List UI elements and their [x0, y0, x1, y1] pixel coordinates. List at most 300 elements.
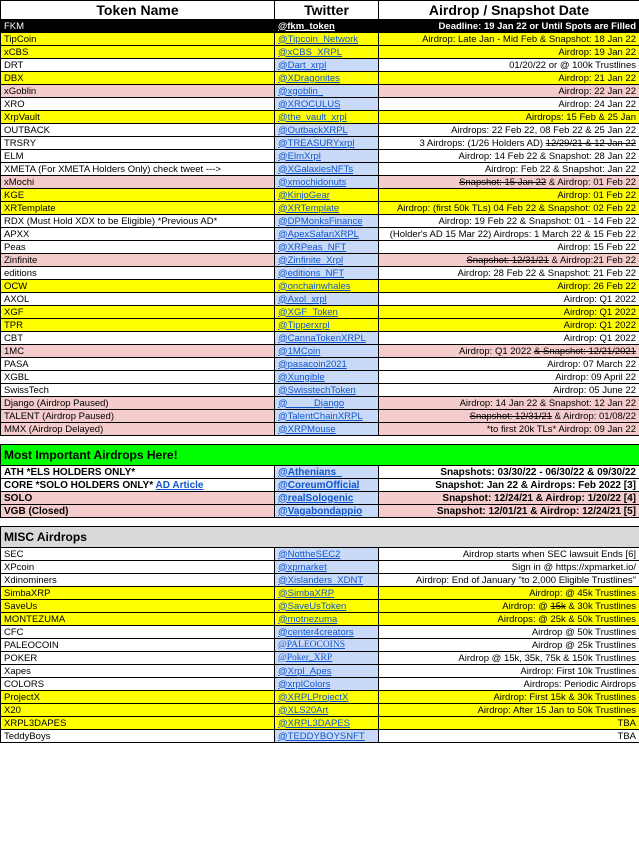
airdrop-date-cell: [379, 423, 639, 436]
twitter-handle-link[interactable]: @SimbaXRP: [275, 587, 379, 600]
twitter-handle-link[interactable]: @xgoblin_: [275, 85, 379, 98]
airdrop-date-cell: [379, 613, 639, 626]
table-row: [1, 163, 639, 176]
struck-date-text: Snapshot: 12/31/21: [466, 254, 549, 266]
airdrop-text: XRTemplate: [4, 202, 56, 214]
airdrop-text: TPR: [4, 319, 23, 331]
twitter-handle-link[interactable]: @Tipperxrpl: [275, 319, 379, 332]
token-name-cell: [1, 267, 275, 280]
table-row: [1, 358, 639, 371]
airdrop-text: XRPL3DAPES: [4, 717, 67, 729]
airdrop-text: Deadline: 19 Jan 22 or Until Spots are Filled: [438, 20, 636, 32]
twitter-handle-link[interactable]: @XRPLProjectX: [275, 691, 379, 704]
twitter-handle-link[interactable]: @XGF_Token: [275, 306, 379, 319]
twitter-handle-link[interactable]: @fkm_token: [275, 20, 379, 33]
table-row: [1, 678, 639, 691]
airdrop-text: Airdrop: 24 Jan 22: [558, 98, 636, 110]
twitter-handle-link[interactable]: @Dart_xrpl: [275, 59, 379, 72]
twitter-handle-link[interactable]: @Xislanders_XDNT: [275, 574, 379, 587]
airdrop-date-cell: [379, 332, 639, 345]
airdrop-date-cell: [379, 665, 639, 678]
table-row: [1, 85, 639, 98]
token-name-cell: [1, 704, 275, 717]
misc-airdrop-list: [1, 548, 639, 743]
table-row: [1, 124, 639, 137]
airdrop-text: FKM: [4, 20, 25, 32]
airdrop-text: XGBL: [4, 371, 30, 383]
twitter-handle-link[interactable]: @_____Django: [275, 397, 379, 410]
token-name-cell: [1, 215, 275, 228]
airdrop-text: Airdrop: 05 June 22: [553, 384, 636, 396]
airdrop-text: Airdrop: 07 March 22: [547, 358, 636, 370]
airdrop-date-cell: [379, 124, 639, 137]
twitter-handle-link[interactable]: @XROCULUS: [275, 98, 379, 111]
airdrop-date-cell: [379, 137, 639, 150]
section-gap: [1, 436, 639, 445]
airdrop-text: Airdrop: First 15k & 30k Trustlines: [493, 691, 636, 703]
airdrop-text: Airdrop: 09 April 22: [555, 371, 636, 383]
airdrop-date-cell: [379, 479, 639, 492]
airdrop-date-cell: [379, 280, 639, 293]
airdrop-text: Airdrop: 21 Jan 22: [558, 72, 636, 84]
token-name-cell: [1, 150, 275, 163]
table-row: [1, 293, 639, 306]
airdrop-date-cell: [379, 678, 639, 691]
twitter-handle-link[interactable]: @XRPL3DAPES: [275, 717, 379, 730]
twitter-handle-link[interactable]: @Xrpl_Apes: [275, 665, 379, 678]
airdrop-text: Airdrop: Late Jan - Mid Feb & Snapshot: 18 Jan 22: [422, 33, 636, 45]
header-twitter: Twitter: [275, 1, 379, 20]
table-row: [1, 730, 639, 743]
airdrop-date-cell: [379, 33, 639, 46]
token-name-cell: [1, 561, 275, 574]
twitter-handle-link[interactable]: @XRPeas_NFT: [275, 241, 379, 254]
twitter-handle-link[interactable]: @motnezuma: [275, 613, 379, 626]
airdrop-text: Airdrop: Q1 2022: [563, 306, 636, 318]
airdrop-text: Airdrop: First 10k Trustlines: [520, 665, 636, 677]
token-name-cell: [1, 345, 275, 358]
airdrop-date-cell: [379, 46, 639, 59]
misc-section-header: [1, 527, 639, 548]
airdrop-text: TRSRY: [4, 137, 37, 149]
twitter-handle-link[interactable]: @XRTemplate: [275, 202, 379, 215]
token-name-cell: [1, 280, 275, 293]
twitter-handle-link[interactable]: @onchainwhales: [275, 280, 379, 293]
token-name-cell: [1, 665, 275, 678]
token-name-cell: [1, 600, 275, 613]
airdrop-date-cell: [379, 691, 639, 704]
airdrop-date-cell: [379, 241, 639, 254]
table-row: [1, 505, 639, 518]
airdrop-text: & Airdrop: 01 Feb 22: [546, 176, 636, 188]
airdrop-text: TBA: [617, 717, 636, 729]
airdrop-text: AXOL: [4, 293, 30, 305]
airdrop-date-cell: [379, 397, 639, 410]
table-row: [1, 466, 639, 479]
table-header-row: [1, 1, 639, 20]
twitter-handle-link[interactable]: @KinjoGear: [275, 189, 379, 202]
table-row: [1, 176, 639, 189]
table-row: [1, 280, 639, 293]
token-name-cell: [1, 639, 275, 652]
table-row: [1, 626, 639, 639]
twitter-handle-link[interactable]: @editions_NFT: [275, 267, 379, 280]
token-name-cell: [1, 548, 275, 561]
struck-date-text: Snapshot: 15 Jan 22: [459, 176, 547, 188]
airdrop-text: xGoblin: [4, 85, 37, 97]
airdrop-text: & Airdrop: 01/08/22: [552, 410, 636, 422]
twitter-handle-link[interactable]: @Poker_XRP: [275, 652, 379, 665]
airdrop-text: DBX: [4, 72, 24, 84]
token-name-cell: [1, 358, 275, 371]
token-name-cell: [1, 587, 275, 600]
table-row: [1, 202, 639, 215]
table-row: [1, 665, 639, 678]
table-row: [1, 46, 639, 59]
airdrop-text: (Holder's AD 15 Mar 22) Airdrops: 1 March 22 & 15 Feb 22: [389, 228, 636, 240]
twitter-handle-link[interactable]: @ElmXrpl: [275, 150, 379, 163]
twitter-handle-link[interactable]: @OutbackXRPL: [275, 124, 379, 137]
twitter-handle-link[interactable]: @ApexSafariXRPL: [275, 228, 379, 241]
important-airdrop-list: [1, 466, 639, 518]
airdrop-text: Airdrop: 14 Feb 22 & Snapshot: 28 Jan 22: [458, 150, 636, 162]
airdrop-text: & 30k Trustlines: [565, 600, 636, 612]
airdrop-date-cell: [379, 717, 639, 730]
table-row: [1, 587, 639, 600]
table-row: [1, 410, 639, 423]
table-row: [1, 384, 639, 397]
airdrop-date-cell: [379, 587, 639, 600]
table-row: [1, 704, 639, 717]
token-name-cell: [1, 85, 275, 98]
airdrop-date-cell: [379, 345, 639, 358]
main-airdrop-list: [1, 20, 639, 436]
token-name-cell: [1, 20, 275, 33]
struck-date-text: & Snapshot: 12/21/2021: [534, 345, 636, 357]
airdrop-text: Airdrop: @: [502, 600, 551, 612]
token-name-cell: [1, 505, 275, 518]
token-name-cell: [1, 479, 275, 492]
airdrop-text: VGB (Closed): [4, 505, 69, 517]
token-name-cell: [1, 626, 275, 639]
token-name-cell: [1, 189, 275, 202]
airdrop-text: TALENT (Airdrop Paused): [4, 410, 114, 422]
twitter-handle-link[interactable]: @Athenians_: [275, 466, 379, 479]
twitter-handle-link[interactable]: @realSologenic: [275, 492, 379, 505]
airdrop-text: MONTEZUMA: [4, 613, 66, 625]
table-row: [1, 717, 639, 730]
airdrop-text: Airdrop starts when SEC lawsuit Ends [6]: [462, 548, 636, 560]
airdrop-date-cell: [379, 150, 639, 163]
misc-section-title: MISC Airdrops: [1, 527, 639, 548]
airdrop-text: Airdrops: 15 Feb & 25 Jan: [525, 111, 636, 123]
airdrop-date-cell: [379, 111, 639, 124]
table-row: [1, 371, 639, 384]
header-airdrop-date: Airdrop / Snapshot Date: [379, 1, 639, 20]
table-row: [1, 20, 639, 33]
twitter-handle-link[interactable]: @XDragonites: [275, 72, 379, 85]
token-name-cell: [1, 163, 275, 176]
airdrop-date-cell: [379, 561, 639, 574]
table-row: [1, 267, 639, 280]
token-name-cell: [1, 137, 275, 150]
table-row: [1, 561, 639, 574]
airdrop-text: Xdinominers: [4, 574, 57, 586]
table-row: [1, 228, 639, 241]
airdrop-text: 3 Airdrops: (1/26 Holders AD): [419, 137, 546, 149]
airdrop-date-cell: [379, 293, 639, 306]
airdrop-text: Airdrop @ 50k Trustlines: [531, 626, 636, 638]
twitter-handle-link[interactable]: @1MCoin: [275, 345, 379, 358]
table-row: [1, 600, 639, 613]
twitter-handle-link[interactable]: @SwisstechToken: [275, 384, 379, 397]
token-name-cell: [1, 228, 275, 241]
airdrop-date-cell: [379, 254, 639, 267]
token-name-cell: [1, 33, 275, 46]
twitter-handle-link[interactable]: @Axol_xrpl: [275, 293, 379, 306]
airdrop-text: Django (Airdrop Paused): [4, 397, 109, 409]
airdrop-date-cell: [379, 306, 639, 319]
airdrop-text: Airdrop: Feb 22 & Snapshot: Jan 22: [484, 163, 636, 175]
airdrop-text: KGE: [4, 189, 25, 201]
twitter-handle-link[interactable]: @Xungible: [275, 371, 379, 384]
token-name-cell: [1, 652, 275, 665]
table-row: [1, 72, 639, 85]
airdrop-text: Xapes: [4, 665, 31, 677]
table-row: [1, 33, 639, 46]
token-name-cell: [1, 111, 275, 124]
airdrop-text: SOLO: [4, 492, 33, 504]
airdrop-text: SEC: [4, 548, 24, 560]
airdrop-text: TipCoin: [4, 33, 37, 45]
token-name-cell: [1, 176, 275, 189]
table-row: [1, 241, 639, 254]
token-name-cell: [1, 492, 275, 505]
airdrop-text: xMochi: [4, 176, 35, 188]
airdrop-date-cell: [379, 548, 639, 561]
airdrop-text: Airdrop: 19 Feb 22 & Snapshot: 01 - 14 Feb 22: [438, 215, 636, 227]
token-name-cell: [1, 254, 275, 267]
table-row: [1, 189, 639, 202]
airdrop-text: Snapshot: Jan 22 & Airdrops: Feb 2022 [3]: [435, 479, 636, 491]
token-name-cell: [1, 293, 275, 306]
token-name-cell: [1, 466, 275, 479]
airdrop-date-cell: [379, 639, 639, 652]
airdrop-text: 1MC: [4, 345, 25, 357]
airdrop-date-cell: [379, 267, 639, 280]
table-row: [1, 479, 639, 492]
twitter-handle-link[interactable]: @center4creators: [275, 626, 379, 639]
table-row: [1, 613, 639, 626]
table-row: [1, 423, 639, 436]
airdrop-text: DRT: [4, 59, 24, 71]
twitter-handle-link[interactable]: @xCBS_XRPL: [275, 46, 379, 59]
article-link[interactable]: AD Article: [155, 479, 204, 491]
airdrop-text: XrpVault: [4, 111, 40, 123]
airdrop-date-cell: [379, 98, 639, 111]
twitter-handle-link[interactable]: @CannaTokenXRPL: [275, 332, 379, 345]
airdrop-text: 01/20/22 or @ 100k Trustlines: [509, 59, 636, 71]
token-name-cell: [1, 397, 275, 410]
airdrop-text: SwissTech: [4, 384, 49, 396]
airdrop-text: CFC: [4, 626, 24, 638]
airdrop-text: *to first 20k TLs* Airdrop: 09 Jan 22: [486, 423, 636, 435]
table-row: [1, 150, 639, 163]
airdrop-text: Airdrops: @ 25k & 50k Trustlines: [497, 613, 636, 625]
airdrop-date-cell: [379, 215, 639, 228]
table-row: [1, 98, 639, 111]
twitter-handle-link[interactable]: @TEDDYBOYSNFT: [275, 730, 379, 743]
airdrop-date-cell: [379, 20, 639, 33]
airdrop-date-cell: [379, 600, 639, 613]
airdrop-text: PASA: [4, 358, 29, 370]
airdrop-text: Airdrop: 14 Jan 22 & Snapshot: 12 Jan 22: [459, 397, 636, 409]
token-name-cell: [1, 678, 275, 691]
airdrop-text: editions: [4, 267, 37, 279]
airdrop-date-cell: [379, 228, 639, 241]
airdrop-date-cell: [379, 704, 639, 717]
airdrop-text: & Airdrop:21 Feb 22: [548, 254, 636, 266]
twitter-handle-link[interactable]: @the_vault_xrpl: [275, 111, 379, 124]
twitter-handle-link[interactable]: @SaveUsToken: [275, 600, 379, 613]
airdrop-text: RDX (Must Hold XDX to be Eligible) *Previous AD*: [4, 215, 218, 227]
airdrop-text[interactable]: Sign in @ https://xpmarket.io/: [511, 561, 636, 573]
table-row: [1, 332, 639, 345]
important-section-header: [1, 445, 639, 466]
airdrop-date-cell: [379, 319, 639, 332]
airdrop-date-cell: [379, 202, 639, 215]
token-name-cell: [1, 306, 275, 319]
twitter-handle-link[interactable]: @XGalaxiesNFTs: [275, 163, 379, 176]
token-name-cell: [1, 717, 275, 730]
airdrop-text: Airdrop: 01 Feb 22: [557, 189, 636, 201]
twitter-handle-link[interactable]: @TalentChainXRPL: [275, 410, 379, 423]
token-name-cell: [1, 574, 275, 587]
airdrop-text: CORE *SOLO HOLDERS ONLY*: [4, 479, 156, 491]
twitter-handle-link[interactable]: @PALEOCOINS: [275, 639, 379, 652]
table-row: [1, 137, 639, 150]
token-name-cell: [1, 730, 275, 743]
token-name-cell: [1, 613, 275, 626]
important-section-title: Most Important Airdrops Here!: [1, 445, 639, 466]
airdrop-text: COLORS: [4, 678, 45, 690]
airdrop-text: TBA: [617, 730, 636, 742]
token-name-cell: [1, 410, 275, 423]
airdrop-text: ELM: [4, 150, 24, 162]
twitter-handle-link[interactable]: @DPMonksFinance: [275, 215, 379, 228]
twitter-handle-link[interactable]: @XLS20Art: [275, 704, 379, 717]
token-name-cell: [1, 371, 275, 384]
airdrop-text: Airdrop: Q1 2022: [563, 293, 636, 305]
airdrop-text: Airdrop: (first 50k TLs) 04 Feb 22 & Snapshot: 02 Feb 22: [396, 202, 636, 214]
airdrop-text: APXX: [4, 228, 30, 240]
airdrop-text: Airdrop: @ 45k Trustlines: [529, 587, 636, 599]
airdrop-text: XMETA (For XMETA Holders Only) check tweet --->: [4, 163, 221, 175]
struck-date-text: Snapshot: 12/31/21: [469, 410, 553, 422]
table-row: [1, 652, 639, 665]
header-token-name: Token Name: [1, 1, 275, 20]
airdrop-text: Snapshot: 12/24/21 & Airdrop: 1/20/22 [4]: [442, 492, 636, 504]
airdrop-text: xCBS: [4, 46, 29, 58]
token-name-cell: [1, 384, 275, 397]
airdrop-text: XPcoin: [4, 561, 35, 573]
airdrop-text: Zinfinite: [4, 254, 38, 266]
token-name-cell: [1, 691, 275, 704]
table-row: [1, 574, 639, 587]
twitter-handle-link[interactable]: @CoreumOfficial: [275, 479, 379, 492]
table-row: [1, 691, 639, 704]
token-name-cell: [1, 72, 275, 85]
airdrop-text: Airdrops: 22 Feb 22, 08 Feb 22 & 25 Jan 22: [451, 124, 636, 136]
airdrop-date-cell: [379, 358, 639, 371]
airdrop-text: SimbaXRP: [4, 587, 51, 599]
table-row: [1, 319, 639, 332]
airdrop-text: Airdrops: Periodic Airdrops: [523, 678, 636, 690]
token-name-cell: [1, 332, 275, 345]
twitter-handle-link[interactable]: @Vagabondappio: [275, 505, 379, 518]
table-row: [1, 397, 639, 410]
table-row: [1, 639, 639, 652]
airdrop-date-cell: [379, 574, 639, 587]
twitter-handle-link[interactable]: @NottheSEC2: [275, 548, 379, 561]
airdrop-text: XGF: [4, 306, 24, 318]
airdrop-text: Airdrop: Q1 2022: [459, 345, 535, 357]
twitter-handle-link[interactable]: @XRPMouse: [275, 423, 379, 436]
airdrop-text: Snapshots: 03/30/22 - 06/30/22 & 09/30/22: [440, 466, 636, 478]
airdrop-text: OCW: [4, 280, 28, 292]
table-row: [1, 306, 639, 319]
twitter-handle-link[interactable]: @Zinfinite_Xrpl: [275, 254, 379, 267]
table-row: [1, 215, 639, 228]
token-name-cell: [1, 59, 275, 72]
airdrop-text: PALEOCOIN: [4, 639, 59, 651]
airdrop-text: XRO: [4, 98, 25, 110]
table-row: [1, 345, 639, 358]
token-name-cell: [1, 423, 275, 436]
token-name-cell: [1, 202, 275, 215]
airdrop-text: ATH *ELS HOLDERS ONLY*: [4, 466, 136, 478]
airdrop-date-cell: [379, 492, 639, 505]
airdrop-text: MMX (Airdrop Delayed): [4, 423, 104, 435]
twitter-handle-link[interactable]: @xrplColors: [275, 678, 379, 691]
airdrop-text: Peas: [4, 241, 26, 253]
twitter-handle-link[interactable]: @Tipcoin_Network: [275, 33, 379, 46]
twitter-handle-link[interactable]: @TREASURYxrpl: [275, 137, 379, 150]
airdrop-text: Airdrop: 26 Feb 22: [557, 280, 636, 292]
airdrop-text: SaveUs: [4, 600, 38, 612]
token-name-cell: [1, 46, 275, 59]
airdrop-date-cell: [379, 626, 639, 639]
airdrop-text: Airdrop: 15 Feb 22: [557, 241, 636, 253]
airdrop-text: Airdrop: 22 Jan 22: [558, 85, 636, 97]
struck-date-text: 15k: [550, 600, 566, 612]
airdrop-date-cell: [379, 72, 639, 85]
airdrop-text: Snapshot: 12/01/21 & Airdrop: 12/24/21 [5]: [436, 505, 636, 517]
airdrop-text: Airdrop: Q1 2022: [563, 332, 636, 344]
airdrop-text: Airdrop: After 15 Jan to 50k Trustlines: [477, 704, 636, 716]
twitter-handle-link[interactable]: @xpmarket: [275, 561, 379, 574]
airdrop-text: Airdrop: 19 Jan 22: [558, 46, 636, 58]
airdrop-text: Airdrop @ 15k, 35k, 75k & 150k Trustlines: [458, 652, 636, 664]
airdrop-text: Airdrop: End of January "to 2,000 Eligible Trustlines": [415, 574, 636, 586]
airdrop-text: ProjectX: [4, 691, 40, 703]
twitter-handle-link[interactable]: @xmochidonuts: [275, 176, 379, 189]
airdrop-text: TeddyBoys: [4, 730, 51, 742]
twitter-handle-link[interactable]: @pasacoin2021: [275, 358, 379, 371]
token-name-cell: [1, 124, 275, 137]
airdrop-text: CBT: [4, 332, 23, 344]
airdrop-text: POKER: [4, 652, 38, 664]
